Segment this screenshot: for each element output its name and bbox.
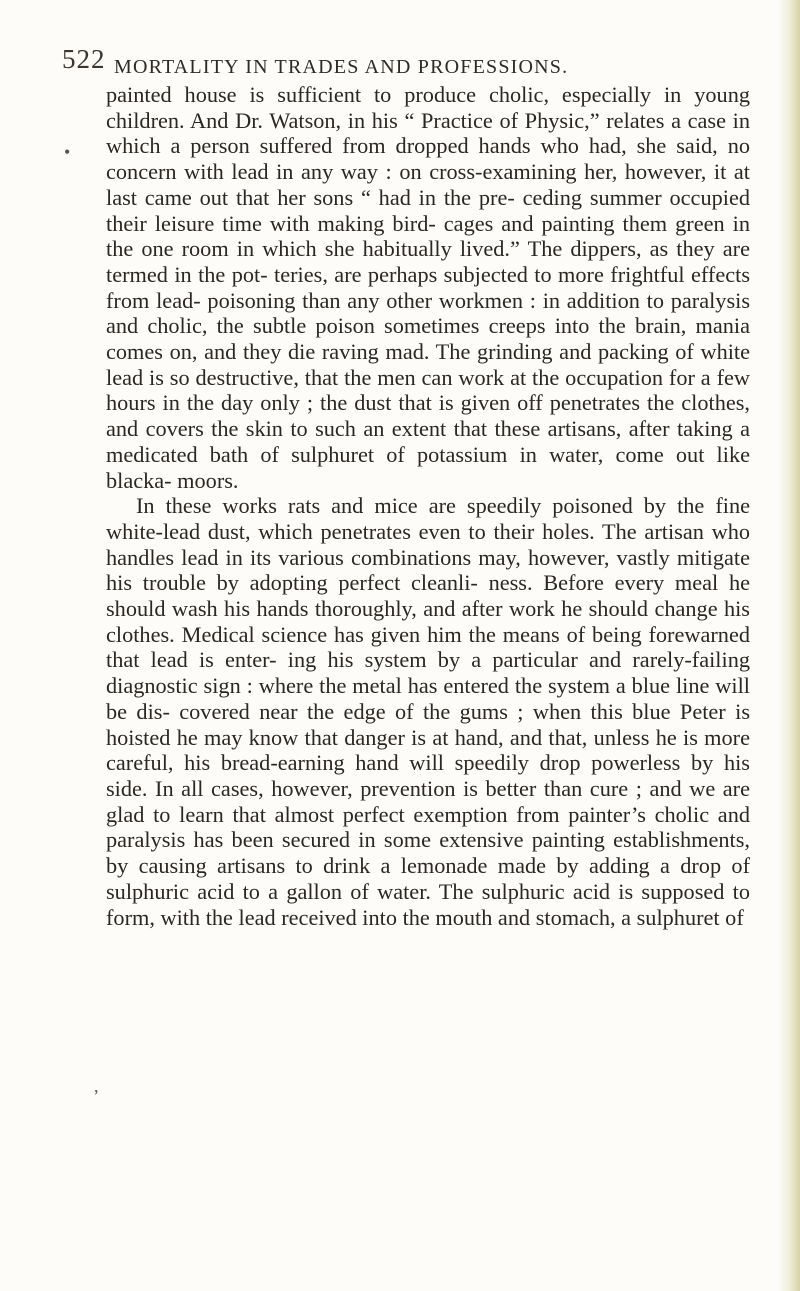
body-text xyxy=(106,82,750,930)
page-edge-shadow xyxy=(778,0,800,1291)
paragraph-2: In these works rats and mice are speedily poisoned by the fine white-lead dust, which penetrates even to their holes. The artisan who handles lead in its various combinations may, however, vastly mitigate his trouble by adopting perfect cleanli- ness. Before every meal he should wash his hands thoroughly, and after work he should change his clothes. Medical science has given him the means of being forewarned that lead is enter- ing his system by a particular and rarely-failing diagnostic sign : where the metal has entered the system a blue line will be dis- covered near the edge of the gums ; when this blue Peter is hoisted he may know that danger is at hand, and that, unless he is more careful, his bread-earning hand will speedily drop powerless by his side. In all cases, however, prevention is better than cure ; and we are glad to learn that almost perfect exemption from painter’s cholic and paralysis has been secured in some extensive painting establishments, by causing artisans to drink a lemonade made by adding a drop of sulphuric acid to a gallon of water. The sulphuric acid is supposed to form, with the lead received into the mouth and stomach, a sulphuret of xyxy=(106,493,750,930)
margin-comma-mark: , xyxy=(94,1076,99,1096)
margin-dot-mark: • xyxy=(64,142,71,162)
running-title: MORTALITY IN TRADES AND PROFESSIONS. xyxy=(114,56,569,78)
paragraph-1: painted house is sufficient to produce cholic, especially in young children. And Dr. Watson, in his “ Practice of Physic,” relates a case in which a person suffered from dropped hands who had, she said, no concern with lead in any way : on cross-examining her, however, it at last came out that her sons “ had in the pre- ceding summer occupied their leisure time with making bird- cages and painting them green in the one room in which she habitually lived.” The dippers, as they are termed in the pot- teries, are perhaps subjected to more frightful effects from lead- poisoning than any other workmen : in addition to paralysis and cholic, the subtle poison sometimes creeps into the brain, mania comes on, and they die raving mad. The grinding and packing of white lead is so destructive, that the men can work at the occupation for a few hours in the day only ; the dust that is given off penetrates the clothes, and covers the skin to such an extent that these artisans, after taking a medicated bath of sulphuret of potassium in water, come out like blacka- moors. xyxy=(106,82,750,493)
page-number: 522 xyxy=(62,44,106,74)
page-header xyxy=(62,44,762,84)
